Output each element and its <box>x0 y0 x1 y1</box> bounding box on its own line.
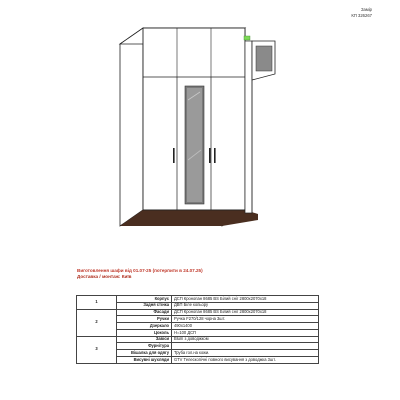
floor-strip <box>120 210 258 226</box>
green-fitting <box>244 36 250 40</box>
row-value: 490х1400 <box>172 323 319 330</box>
row-label: Вішалка для одягу <box>117 350 172 357</box>
mirror-glass <box>187 88 202 202</box>
row-label: Ручки <box>117 316 172 323</box>
row-value: ДВП Біле кольору <box>172 302 319 309</box>
table-row <box>77 296 319 303</box>
row-label: Задня стінка <box>117 302 172 309</box>
row-label: Корпус <box>117 296 172 303</box>
side-panel <box>245 41 252 213</box>
group-number: 3 <box>77 336 117 363</box>
row-label: Дзеркало <box>117 323 172 330</box>
group-number: 1 <box>77 296 117 310</box>
row-value: ДСП Кронопан 8685 BS Білий сніг 2800х2070х18 <box>172 296 319 303</box>
header-title: Замір <box>361 7 372 12</box>
production-note: Виготовлення шафи від 01.07-25 (потерпити в 24.07.25) <box>77 268 203 273</box>
row-label: Завіси <box>117 336 172 343</box>
specification-table <box>76 295 319 364</box>
header-code: КП 326267 <box>351 12 372 18</box>
row-label: Фасади <box>117 309 172 316</box>
row-label: Висувні шухляди <box>117 357 172 364</box>
row-value: Ручка F270/128 чорна 3шт. <box>172 316 319 323</box>
box-interior <box>256 46 272 71</box>
table-row <box>77 336 319 343</box>
row-label: Фурнітура <box>117 343 172 350</box>
row-value: GTV Телескопічні повного висування з доводжка 3шт. <box>172 357 319 364</box>
delivery-note: Доставка / монтаж: Київ <box>77 274 132 279</box>
row-value: Труба гол.на кожи. <box>172 350 319 357</box>
table-row <box>77 309 319 316</box>
row-value: ДСП Кронопан 8685 BS Білий сніг 2800х2070х18 <box>172 309 319 316</box>
door-handle-left <box>173 148 175 163</box>
door-handle-center <box>209 148 211 163</box>
row-value <box>172 343 319 350</box>
row-value: Blum з доводжком <box>172 336 319 343</box>
row-value: H=100 ДСП <box>172 329 319 336</box>
wardrobe-left-side <box>120 28 143 226</box>
row-label: Цоколь <box>117 329 172 336</box>
door-handle-right <box>214 148 216 163</box>
group-number: 2 <box>77 309 117 336</box>
